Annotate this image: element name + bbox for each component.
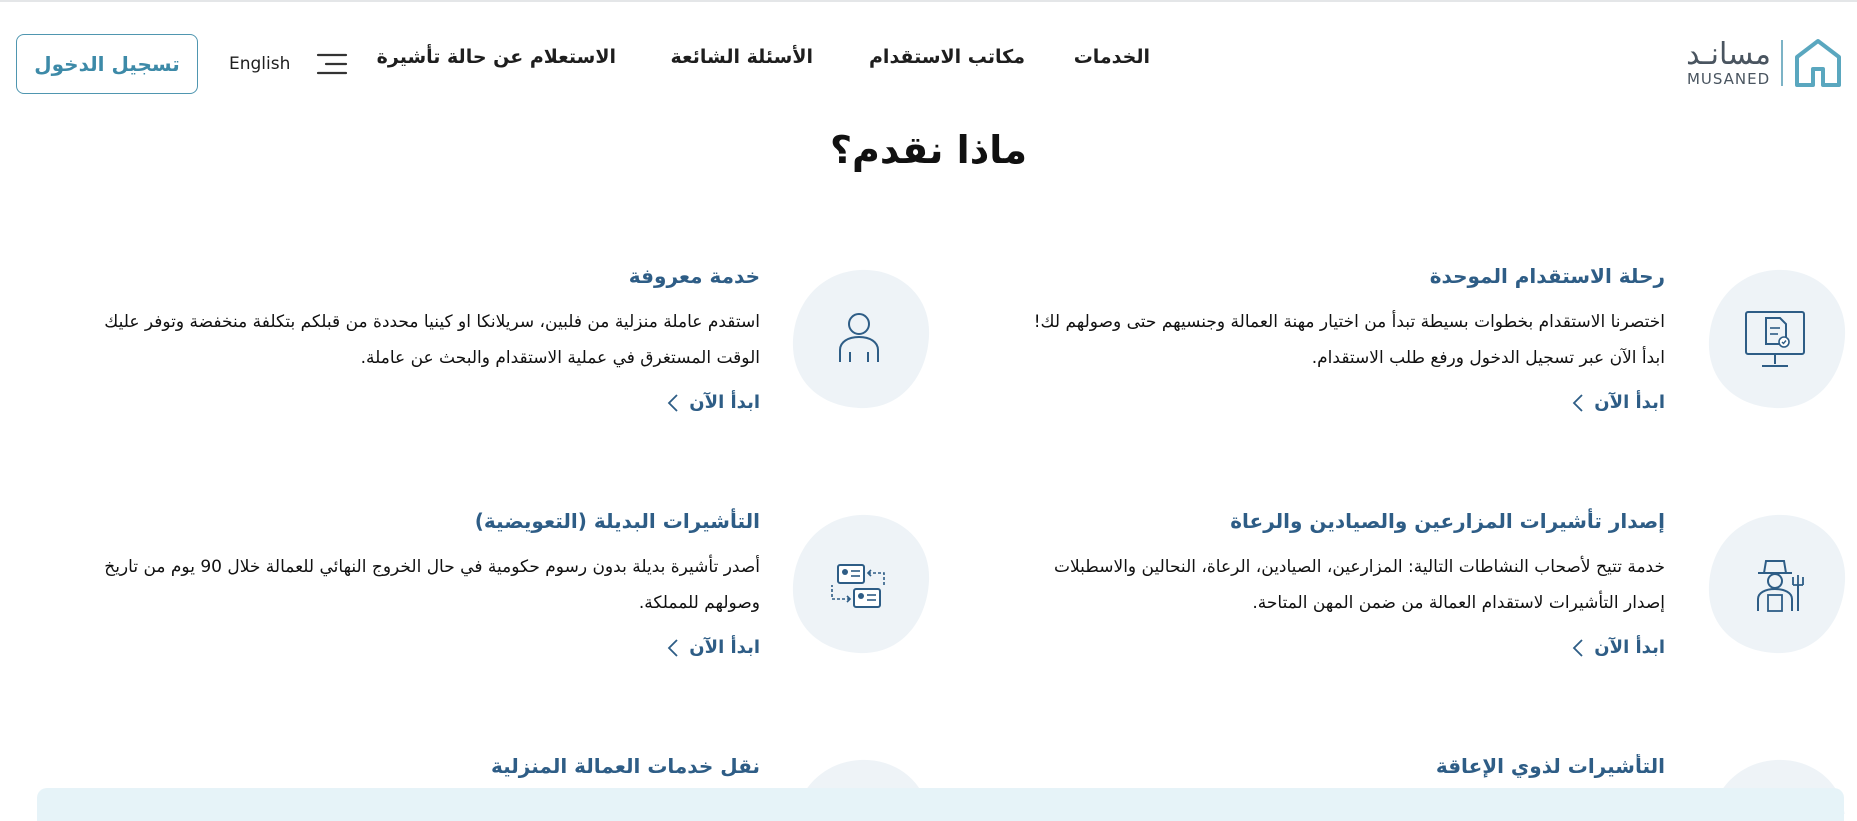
logo-divider [1781, 40, 1783, 86]
card-description: خدمة تتيح لأصحاب النشاطات التالية: المزارعين، الصيادين، الرعاة، النحالين والاسطبلات إصدار التأشيرات لاستقدام العمالة من ضمن المهن المتاحة. [1054, 557, 1665, 613]
service-card-unified-recruitment [1007, 264, 1857, 454]
language-switch[interactable]: English [229, 54, 291, 74]
chevron-left-icon [667, 393, 679, 413]
site-header [0, 2, 1857, 120]
chevron-left-icon [667, 638, 679, 658]
logo-arabic: مسانـد [1686, 36, 1771, 72]
chevron-left-icon [1572, 638, 1584, 658]
hamburger-menu-icon[interactable] [316, 52, 348, 76]
card-description: أصدر تأشيرة بديلة بدون رسوم حكومية في حال الخروج النهائي للعمالة خلال 90 يوم من تاريخ وصولهم للمملكة. [104, 557, 760, 613]
chevron-left-icon [1572, 393, 1584, 413]
bottom-banner [37, 788, 1844, 821]
farmer-icon [1740, 549, 1810, 619]
login-button[interactable]: تسجيل الدخول [16, 34, 198, 94]
card-title: نقل خدمات العمالة المنزلية [491, 754, 760, 778]
card-title: التأشيرات لذوي الإعاقة [1435, 754, 1665, 778]
nav-faq[interactable]: الأسئلة الشائعة [670, 46, 813, 68]
start-now-link[interactable] [667, 392, 760, 413]
start-now-label: ابدأ الآن [1594, 392, 1665, 413]
service-card-substitute-visas [60, 509, 935, 699]
start-now-label: ابدأ الآن [689, 637, 760, 658]
card-title: رحلة الاستقدام الموحدة [1429, 264, 1665, 288]
start-now-label: ابدأ الآن [689, 392, 760, 413]
start-now-label: ابدأ الآن [1594, 637, 1665, 658]
card-description: اختصرنا الاستقدام بخطوات بسيطة تبدأ من اختيار مهنة العمالة وجنسيهم حتى وصولهم لك! ابدأ الآن عبر تسجيل الدخول ورفع طلب الاستقدام. [1033, 312, 1665, 368]
card-title: إصدار تأشيرات المزارعين والصيادين والرعاة [1230, 509, 1665, 533]
house-logo-icon [1793, 37, 1843, 89]
logo-english: MUSANED [1686, 69, 1771, 88]
logo-wordmark [1686, 36, 1771, 88]
service-card-known-worker [60, 264, 935, 454]
nav-recruitment-offices[interactable]: مكاتب الاستقدام [869, 46, 1025, 68]
card-title: خدمة معروفة [628, 264, 760, 288]
nav-visa-status-inquiry[interactable]: الاستعلام عن حالة تأشيرة [376, 46, 616, 68]
card-description: استقدم عاملة منزلية من فلبين، سريلانكا او كينيا محددة من قبلكم بتكلفة منخفضة وتوفر عليك الوقت المستغرق في عملية الاستقدام والبحث عن عاملة. [104, 312, 760, 368]
person-icon [824, 304, 894, 374]
start-now-link[interactable] [1572, 637, 1665, 658]
service-card-farmers-visas [1007, 509, 1857, 699]
nav-services[interactable]: الخدمات [1073, 46, 1150, 68]
computer-document-icon [1740, 304, 1810, 374]
card-title: التأشيرات البديلة (التعويضية) [474, 509, 760, 533]
start-now-link[interactable] [667, 637, 760, 658]
card-exchange-icon [824, 549, 894, 619]
section-title: ماذا نقدم؟ [829, 128, 1027, 172]
start-now-link[interactable] [1572, 392, 1665, 413]
musaned-logo[interactable] [1686, 36, 1843, 90]
